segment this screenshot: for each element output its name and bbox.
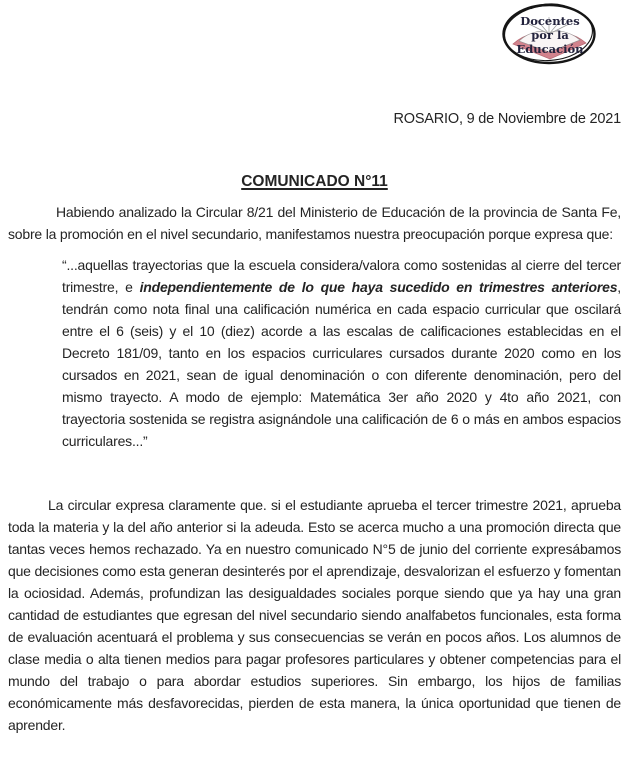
quote-emphasis: independientemente de lo que haya sucedido en trimestres anteriores: [139, 279, 618, 295]
closing-paragraph: La circular expresa claramente que. si el estudiante aprueba el tercer trimestre 2021, aprueba toda la materia y la del año anterior si la adeuda. Esto se acerca mucho a una promoción directa que tantas veces hemos rechazado. Ya en nuestro comunicado N°5 de junio del corriente expresábamos que decisiones como esta generan desinterés por el aprendizaje, desvalorizan el esfuerzo y fomentan la ociosidad. Además, profundizan las desigualdades sociales porque siendo que ya hay una gran cantidad de estudiantes que egresan del nivel secundario siendo analfabetos funcionales, esta forma de evaluación acentuará el problema y sus consecuencias se verán en pocos años. Los alumnos de clase media o alta tienen medios para pagar profesores particulares y obtener competencias para el mundo del trabajo o para abordar estudios superiores. Sin embargo, los hijos de familias económicamente más desfavorecidas, pierden de esta manera, la única oportunidad que tienen de aprender.: [8, 497, 621, 733]
intro-paragraph: Habiendo analizado la Circular 8/21 del Ministerio de Educación de la provincia de Santa Fe, sobre la promoción en el nivel secundario, manifestamos nuestra preocupación porque expresa que:: [8, 204, 621, 242]
logo-stamp-icon: [501, 2, 599, 66]
date-line: ROSARIO, 9 de Noviembre de 2021: [393, 111, 621, 127]
quote-after-emphasis: , tendrán como nota final una calificación numérica en cada espacio curricular que oscilará entre el 6 (seis) y el 10 (diez) acorde a las escalas de calificaciones establecidas en el Decreto 181/09, tanto en los espacios curriculares cursados durante 2020 como en los cursados en 2021, sean de igual denominación o con diferente denominación, pero del mismo trayecto. A modo de ejemplo: Matemática 3er año 2020 y 4to año 2021, con trayectoria sostenida se registra asignándole una calificación de 6 o más en ambos espacios curriculares...”: [62, 279, 621, 449]
logo-text-line-3: Educación: [516, 42, 584, 56]
docentes-por-la-educacion-logo: [501, 2, 599, 66]
document-title: [8, 171, 621, 193]
quoted-circular-text: [62, 254, 621, 452]
document-title-text: COMUNICADO N°11: [241, 173, 388, 190]
logo-text-line-2: por la: [531, 28, 569, 42]
logo-text-line-1: Docentes: [520, 14, 580, 28]
quote-before-emphasis: “...aquellas trayectorias que la escuela considera/valora como sostenidas al cierre del tercer trimestre, e: [62, 257, 621, 295]
